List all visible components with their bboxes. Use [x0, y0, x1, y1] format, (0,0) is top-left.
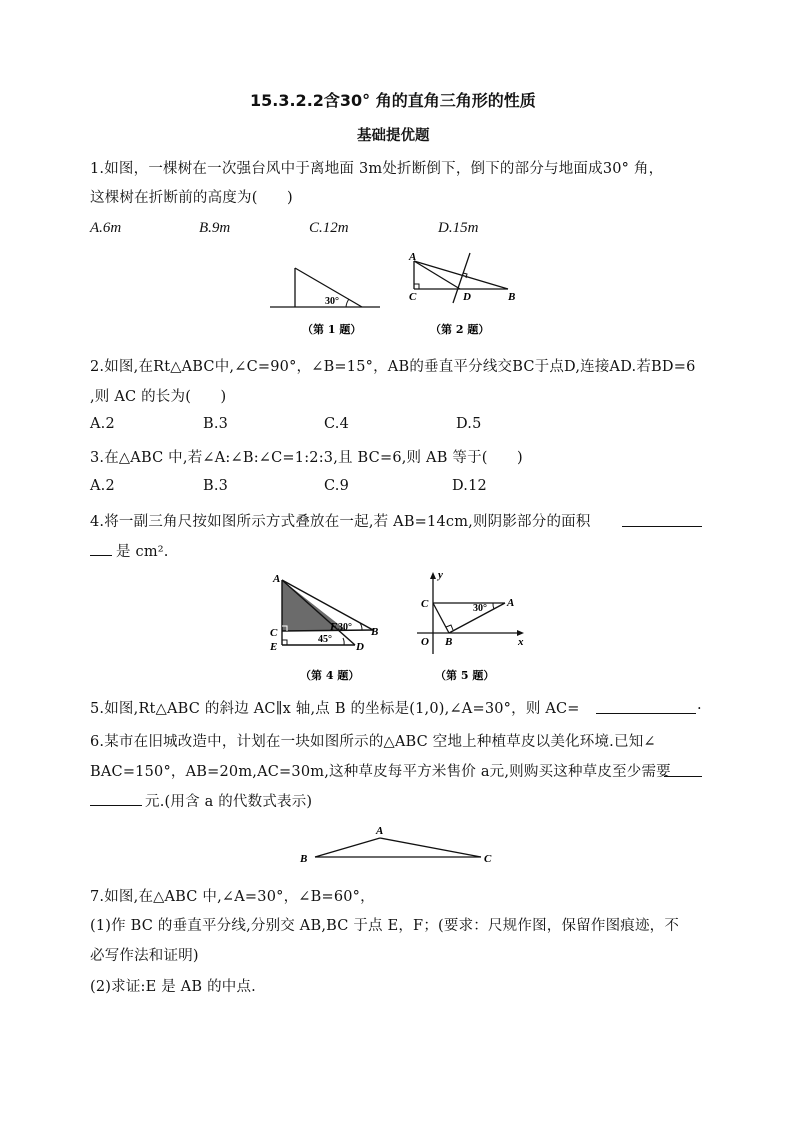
fig1-caption: （第 1 题） — [302, 323, 362, 336]
fig5-side-cb — [433, 603, 449, 633]
fig4-caption: （第 4 题） — [300, 669, 360, 682]
fig1-angle-arc — [346, 299, 349, 307]
fig1-angle-label: 30° — [325, 296, 339, 307]
fig2-label-a: A — [409, 251, 417, 263]
fig4-label-d: D — [356, 641, 364, 653]
fig4-label-e: E — [270, 641, 278, 653]
fig5-label-x: x — [518, 636, 524, 648]
fig4-label-f: F — [330, 621, 338, 633]
fig6-side-ac — [380, 838, 481, 857]
fig2-label-b: B — [508, 291, 516, 303]
fig5-label-c: C — [421, 598, 429, 610]
figure-4 — [262, 568, 392, 684]
fig4-angle-45: 45° — [318, 634, 332, 645]
q6-answer-blank-2[interactable] — [90, 791, 142, 806]
fig2-segment-ad — [414, 261, 460, 289]
q6-answer-blank-1[interactable] — [664, 762, 702, 777]
q1-option-b: B.9m — [199, 220, 231, 236]
fig4-side-cb — [282, 630, 373, 631]
q2-option-d: D.5 — [456, 416, 482, 432]
q4-answer-blank-2[interactable] — [90, 541, 112, 556]
page-title: 15.3.2.2含30° 角的直角三角形的性质 — [250, 91, 536, 110]
q1-option-c: C.12m — [309, 220, 349, 236]
fig2-caption: （第 2 题） — [430, 323, 490, 336]
fig6-label-c: C — [484, 853, 492, 865]
fig5-label-y: y — [438, 569, 443, 581]
q2-line1: 2.如图,在Rt△ABC中,∠C=90°，∠B=15°，AB的垂直平分线交BC于点D,连接AD.若BD=6 — [90, 359, 696, 375]
q1-line2: 这棵树在折断前的高度为( ) — [90, 190, 293, 206]
fig5-angle-30: 30° — [473, 603, 487, 614]
q3-option-d: D.12 — [452, 478, 487, 494]
q3-line1: 3.在△ABC 中,若∠A:∠B:∠C=1:2:3,且 BC=6,则 AB 等于( ) — [90, 450, 523, 466]
fig4-right-angle-e — [282, 640, 287, 645]
q2-option-c: C.4 — [324, 416, 350, 432]
q1-line1: 1.如图，一棵树在一次强台风中于离地面 3m处折断倒下，倒下的部分与地面成30° 角， — [90, 161, 664, 177]
q7-line1: 7.如图,在△ABC 中,∠A=30°，∠B=60°， — [90, 889, 375, 905]
q1-option-d: D.15m — [438, 220, 479, 236]
q6-line3: 元.(用含 a 的代数式表示) — [145, 794, 313, 810]
fig2-label-c: C — [409, 291, 417, 303]
fig5-label-b: B — [445, 636, 453, 648]
q6-line2: BAC=150°，AB=20m,AC=30m,这种草皮每平方米售价 a元,则购买这种草皮至少需要 — [90, 764, 671, 780]
fig4-label-b: B — [371, 626, 379, 638]
q6-line1: 6.某市在旧城改造中，计划在一块如图所示的△ABC 空地上种植草皮以美化环境.已知∠ — [90, 734, 656, 750]
figure-5 — [405, 568, 535, 684]
fig4-label-a: A — [273, 573, 281, 585]
fig2-side-ab — [414, 261, 508, 289]
fig6-side-ba — [315, 838, 380, 857]
q4-line2: 是 cm². — [116, 544, 169, 560]
q7-line2: (1)作 BC 的垂直平分线,分别交 AB,BC 于点 E，F；(要求：尺规作图，保留作图痕迹，不 — [90, 918, 680, 934]
q3-option-b: B.3 — [203, 478, 229, 494]
fig2-right-angle-c — [414, 284, 419, 289]
fig2-label-d: D — [463, 291, 471, 303]
fig6-label-a: A — [376, 825, 384, 837]
q1-option-a: A.6m — [90, 220, 122, 236]
figure-6 — [295, 820, 500, 868]
q3-option-a: A.2 — [90, 478, 115, 494]
fig5-label-o: O — [421, 636, 429, 648]
q2-option-b: B.3 — [203, 416, 229, 432]
fig4-label-c: C — [270, 627, 278, 639]
q3-option-c: C.9 — [324, 478, 350, 494]
figure-2 — [400, 248, 525, 342]
q7-line4: (2)求证:E 是 AB 的中点. — [90, 979, 256, 995]
figure-1 — [270, 262, 385, 342]
fig6-label-b: B — [300, 853, 308, 865]
fig4-angle-30: 30° — [338, 622, 352, 633]
q2-option-a: A.2 — [90, 416, 115, 432]
fig5-caption: （第 5 题） — [435, 669, 495, 682]
fig5-label-a: A — [507, 597, 515, 609]
fig5-y-arrow — [430, 572, 436, 579]
q4-line1: 4.将一副三角尺按如图所示方式叠放在一起,若 AB=14cm,则阴影部分的面积 — [90, 514, 591, 530]
fig5-arc-30 — [493, 603, 494, 609]
q5-line1: 5.如图,Rt△ABC 的斜边 AC∥x 轴,点 B 的坐标是(1,0),∠A=30°，则 AC= — [90, 701, 580, 717]
q7-line3: 必写作法和证明) — [90, 948, 199, 964]
q5-end: . — [697, 697, 702, 713]
section-heading: 基础提优题 — [357, 127, 430, 144]
q2-line2: ,则 AC 的长为( ) — [90, 389, 227, 405]
q5-answer-blank[interactable] — [596, 699, 696, 714]
q4-answer-blank-1[interactable] — [622, 512, 702, 527]
fig4-arc-45 — [343, 638, 344, 645]
